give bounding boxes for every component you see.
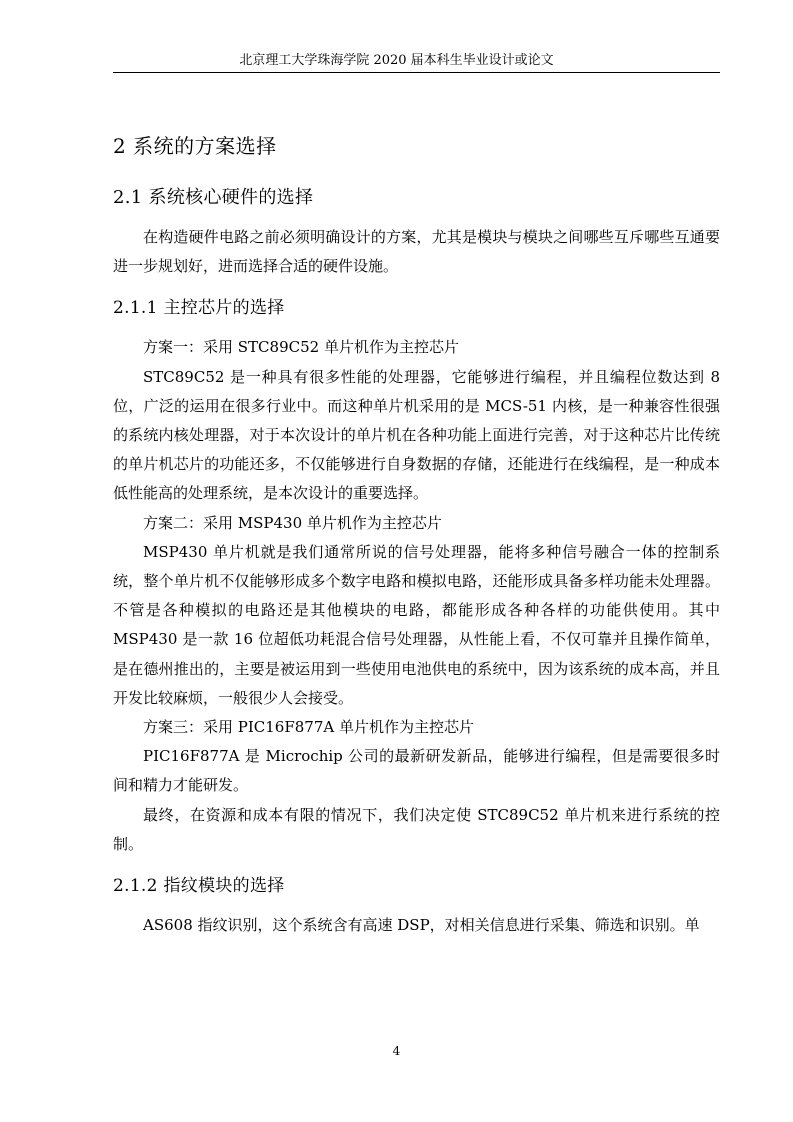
- paragraph: 最终，在资源和成本有限的情况下，我们决定使 STC89C52 单片机来进行系统的控制。: [113, 805, 720, 853]
- paragraph: PIC16F877A 是 Microchip 公司的最新研发新品，能够进行编程，但是需要很多时间和精力才能研发。: [113, 747, 720, 795]
- paragraph: 方案三：采用 PIC16F877A 单片机作为主控芯片: [143, 718, 474, 737]
- section-title-2-1: 2.1 系统核心硬件的选择: [113, 187, 314, 208]
- header-divider: [113, 72, 720, 73]
- paragraph: AS608 指纹识别，这个系统含有高速 DSP，对相关信息进行采集、筛选和识别。单: [143, 916, 700, 935]
- paragraph: STC89C52 是一种具有很多性能的处理器，它能够进行编程，并且编程位数达到 8 位，广泛的运用在很多行业中。而这种单片机采用的是 MCS-51 内核，是一种兼容性很强的系统内核处理器，对于本次设计的单片机在各种功能上面进行完善，对于这种芯片比传统的单片机芯片的功能还多，不仅能够进行自身数据的存储，还能进行在线编程，是一种成本低性能高的处理系统，是本次设计的重要选择。: [113, 367, 720, 503]
- page-header: 北京理工大学珠海学院 2020 届本科生毕业设计或论文: [239, 53, 554, 68]
- paragraph: 方案一：采用 STC89C52 单片机作为主控芯片: [143, 338, 459, 357]
- paragraph: MSP430 单片机就是我们通常所说的信号处理器，能将多种信号融合一体的控制系统，整个单片机不仅能够形成多个数字电路和模拟电路，还能形成具备多样功能未处理器。不管是各种模拟的电路还是其他模块的电路，都能形成各种各样的功能供使用。其中 MSP430 是一款 16 位超低功耗混合信号处理器，从性能上看，不仅可靠并且操作简单，是在德州推出的，主要是被运用到一些使用电池供电的系统中，因为该系统的成本高，并且开发比较麻烦，一般很少人会接受。: [113, 542, 720, 707]
- subsection-title-2-1-2: 2.1.2 指纹模块的选择: [113, 876, 285, 897]
- chapter-title: 2 系统的方案选择: [113, 134, 277, 158]
- paragraph: 在构造硬件电路之前必须明确设计的方案，尤其是模块与模块之间哪些互斥哪些互通要进一步规划好，进而选择合适的硬件设施。: [113, 228, 720, 276]
- paragraph: 方案二：采用 MSP430 单片机作为主控芯片: [143, 513, 442, 532]
- subsection-title-2-1-1: 2.1.1 主控芯片的选择: [113, 298, 285, 319]
- page-body: [113, 132, 720, 940]
- page-number: 4: [392, 1044, 401, 1058]
